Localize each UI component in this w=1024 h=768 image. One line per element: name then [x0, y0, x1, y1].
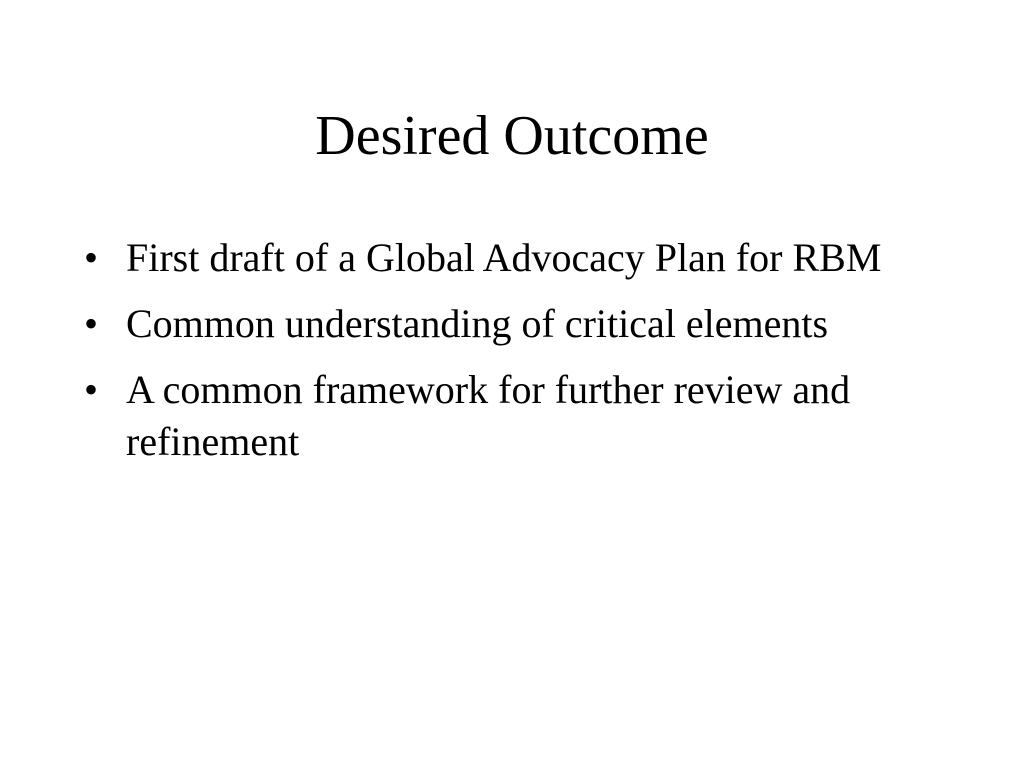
- bullet-text: A common framework for further review and refinement: [126, 367, 851, 464]
- bullet-item: [84, 364, 944, 468]
- bullet-marker: •: [84, 367, 99, 412]
- bullet-list: [84, 232, 944, 482]
- bullet-marker: •: [84, 235, 99, 280]
- slide-title: Desired Outcome: [315, 105, 709, 167]
- bullet-text: Common understanding of critical elements: [126, 301, 829, 346]
- bullet-marker: •: [84, 301, 99, 346]
- bullet-item: [84, 232, 944, 284]
- bullet-item: [84, 298, 944, 350]
- bullet-text: First draft of a Global Advocacy Plan for RBM: [126, 235, 882, 280]
